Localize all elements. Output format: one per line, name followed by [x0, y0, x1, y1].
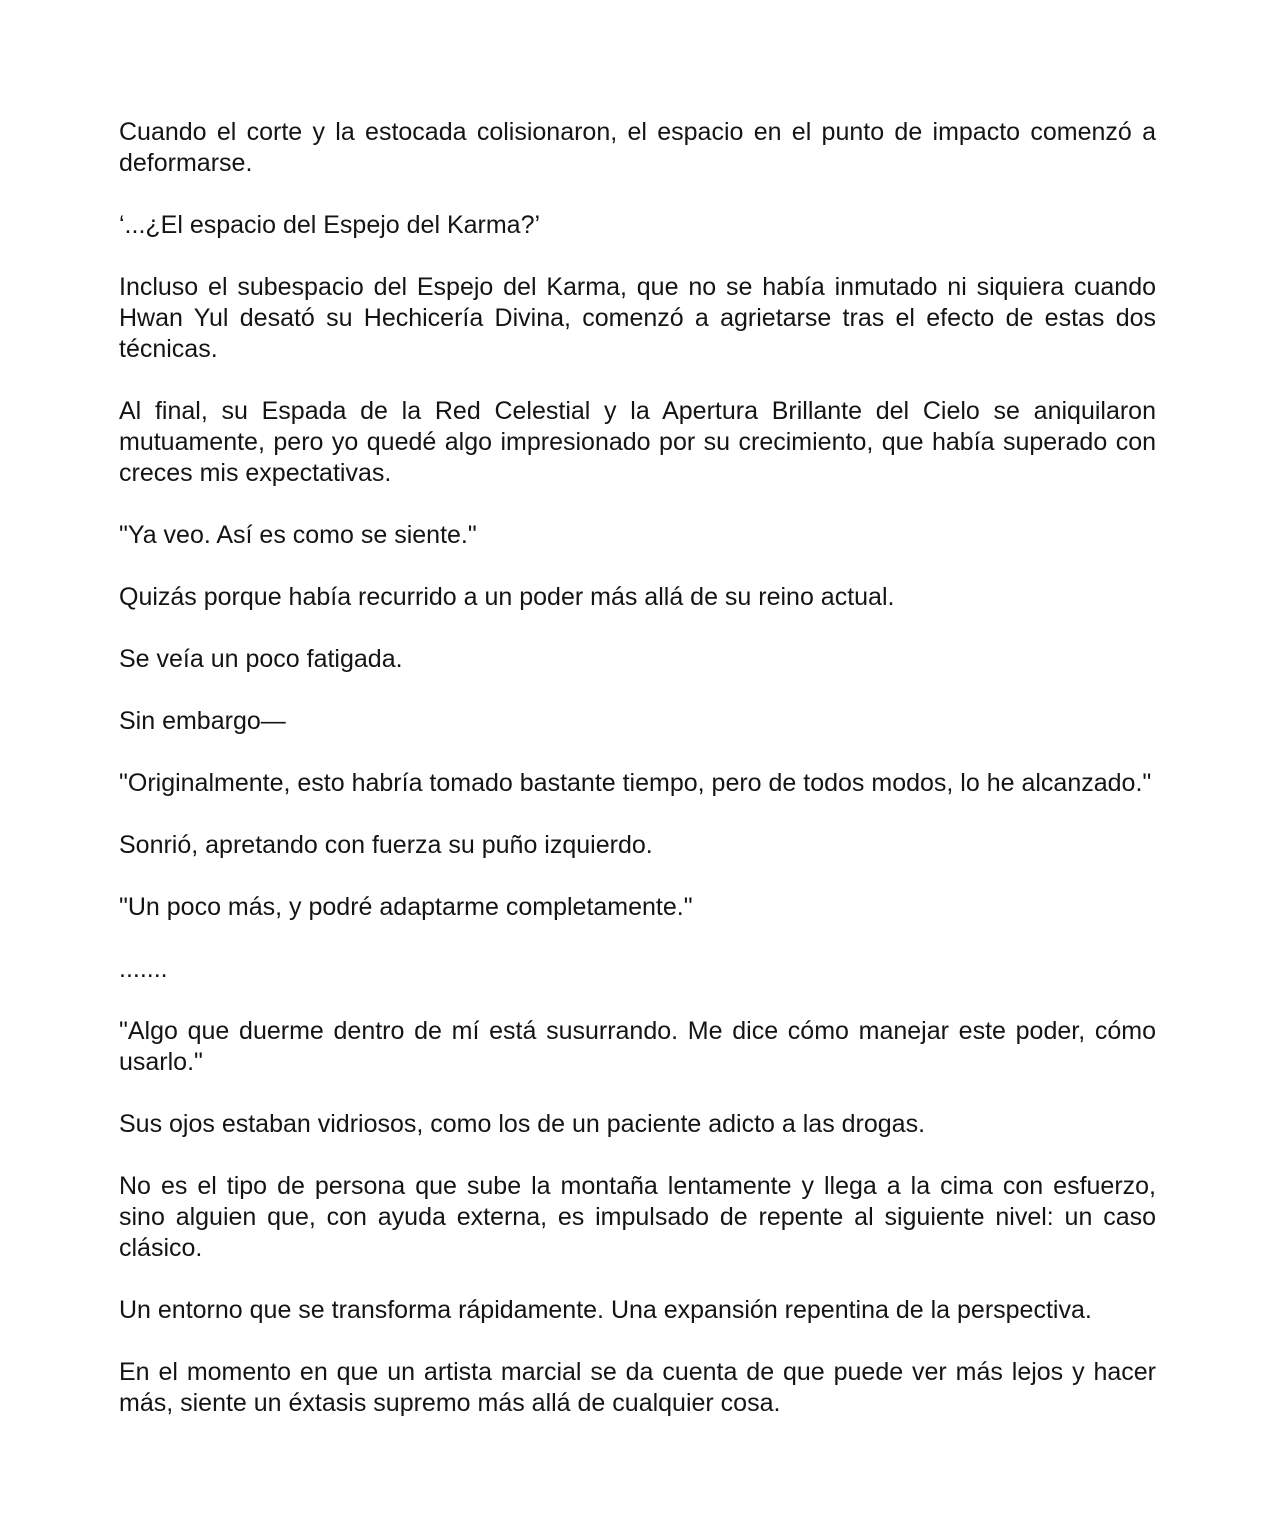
paragraph: Sus ojos estaban vidriosos, como los de un paciente adicto a las drogas.	[119, 1110, 926, 1138]
paragraph: .......	[119, 955, 168, 983]
paragraph: Sin embargo—	[119, 707, 286, 735]
paragraph: Quizás porque había recurrido a un poder más allá de su reino actual.	[119, 583, 895, 611]
paragraph: Cuando el corte y la estocada colisionaron, el espacio en el punto de impacto comenzó a deformarse.	[119, 118, 1156, 177]
paragraph: Incluso el subespacio del Espejo del Karma, que no se había inmutado ni siquiera cuando Hwan Yul desató su Hechicería Divina, comenzó a agrietarse tras el efecto de estas dos técnicas.	[119, 273, 1156, 363]
document-page	[119, 117, 1156, 1450]
paragraph: Sonrió, apretando con fuerza su puño izquierdo.	[119, 831, 653, 859]
paragraph: Se veía un poco fatigada.	[119, 645, 403, 673]
paragraph: Un entorno que se transforma rápidamente. Una expansión repentina de la perspectiva.	[119, 1296, 1092, 1324]
paragraph: "Originalmente, esto habría tomado bastante tiempo, pero de todos modos, lo he alcanzado."	[119, 769, 1152, 797]
paragraph: "Un poco más, y podré adaptarme completamente."	[119, 893, 693, 921]
paragraph: "Algo que duerme dentro de mí está susurrando. Me dice cómo manejar este poder, cómo usarlo."	[119, 1017, 1156, 1076]
paragraph: ‘...¿El espacio del Espejo del Karma?’	[119, 211, 541, 239]
paragraph: "Ya veo. Así es como se siente."	[119, 521, 477, 549]
paragraph: No es el tipo de persona que sube la montaña lentamente y llega a la cima con esfuerzo, sino alguien que, con ayuda externa, es impulsado de repente al siguiente nivel: un caso clásico.	[119, 1172, 1156, 1262]
paragraph: En el momento en que un artista marcial se da cuenta de que puede ver más lejos y hacer más, siente un éxtasis supremo más allá de cualquier cosa.	[119, 1358, 1156, 1417]
paragraph: Al final, su Espada de la Red Celestial y la Apertura Brillante del Cielo se aniquilaron mutuamente, pero yo quedé algo impresionado por su crecimiento, que había superado con creces mis expectativas.	[119, 397, 1156, 487]
